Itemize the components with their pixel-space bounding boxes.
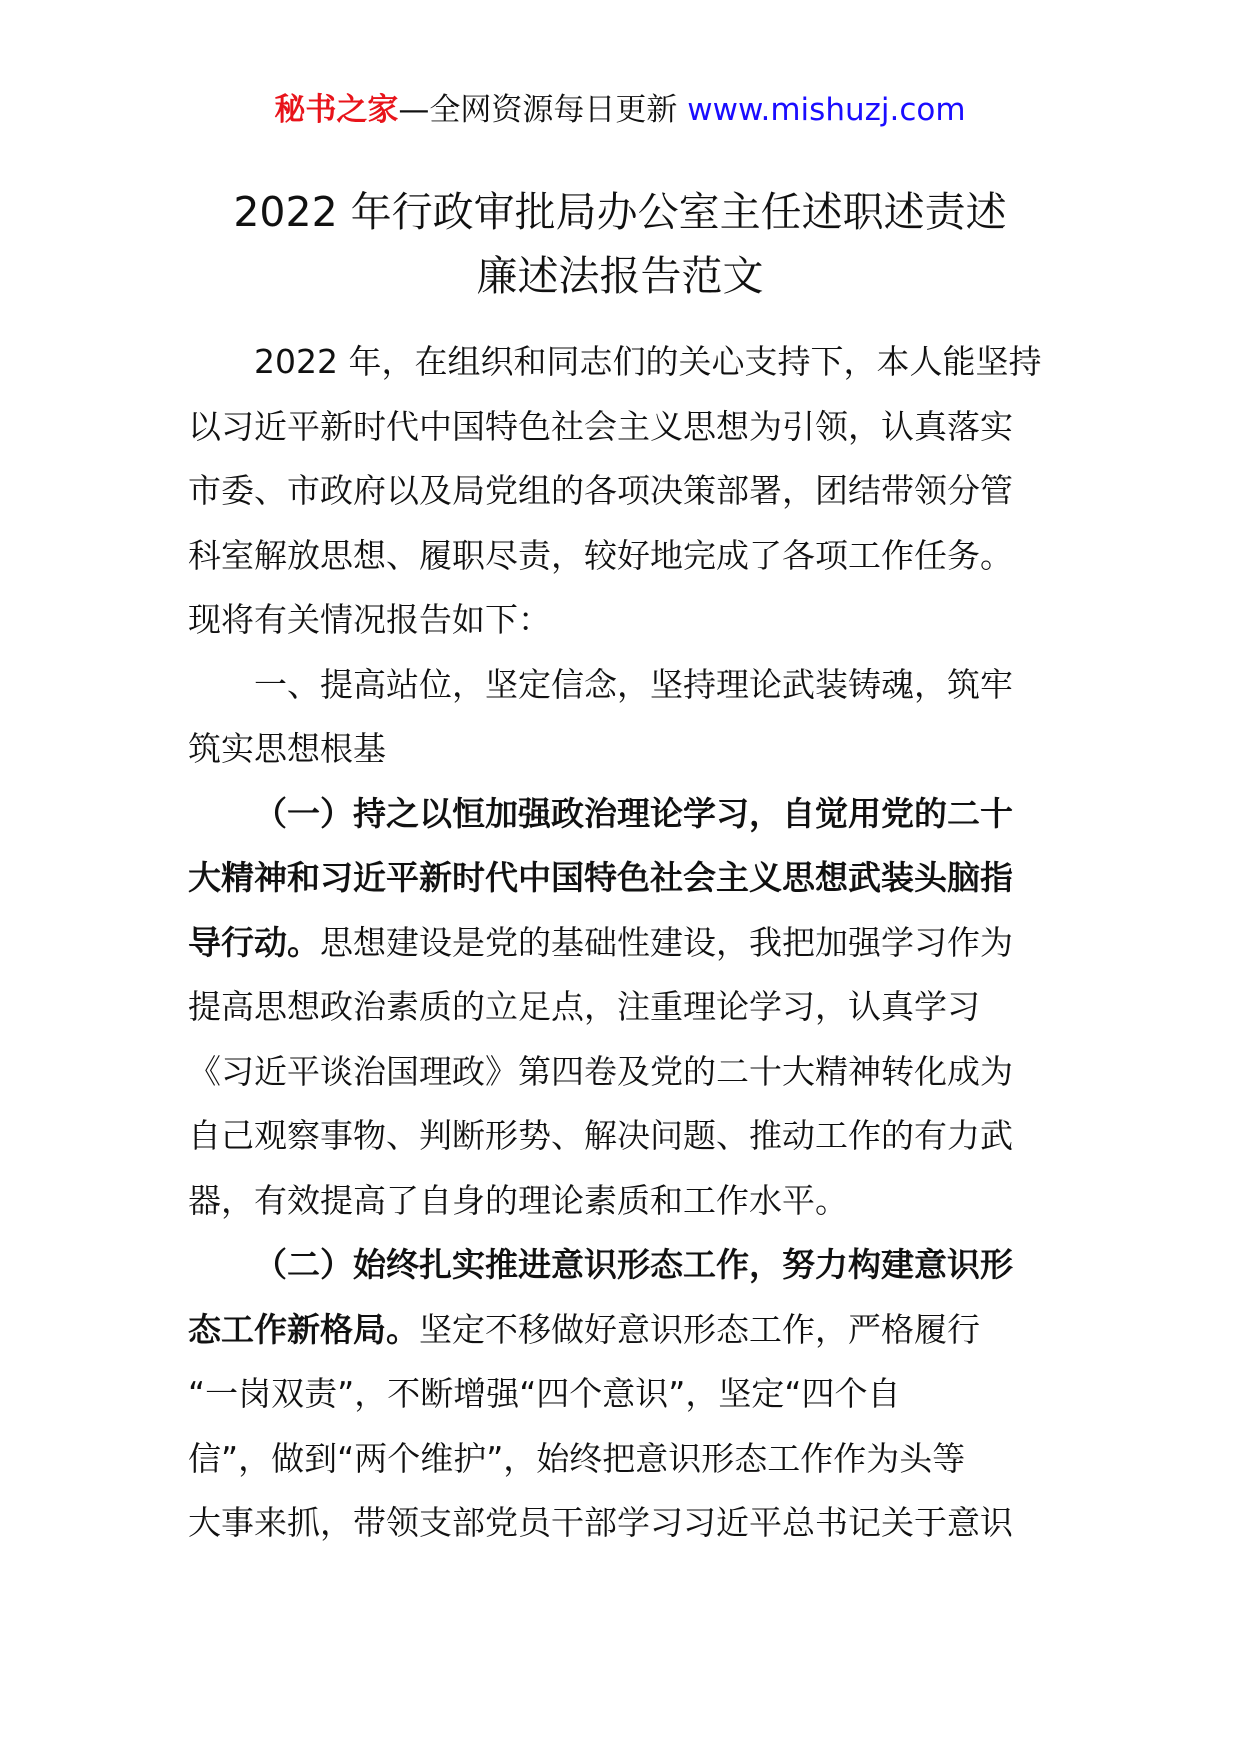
document-body <box>188 330 1050 1556</box>
subsection-1 <box>188 782 1050 1234</box>
text-line: 器，有效提高了自身的理论素质和工作水平。 <box>188 1180 848 1220</box>
text-line: “一岗双责”，不断增强“四个意识”，坚定“四个自 <box>188 1374 901 1413</box>
bold-heading-line: （一）持之以恒加强政治理论学习，自觉用党的二十 <box>254 793 1013 833</box>
text-line: 大事来抓，带领支部党员干部学习习近平总书记关于意识 <box>188 1503 1013 1542</box>
bold-heading-line: 大精神和习近平新时代中国特色社会主义思想武装头脑指 <box>188 858 1013 897</box>
text-line: 现将有关情况报告如下： <box>188 600 551 639</box>
title-line-1: 2022 年行政审批局办公室主任述职述责述 <box>233 188 1007 236</box>
site-brand: 秘书之家 <box>274 92 399 128</box>
bold-heading-end: 导行动。 <box>188 922 320 962</box>
section-heading-1 <box>188 653 1050 782</box>
text-line: 科室解放思想、履职尽责，较好地完成了各项工作任务。 <box>188 535 1013 575</box>
text-line: 提高思想政治素质的立足点，注重理论学习，认真学习 <box>188 987 980 1026</box>
title-line-2: 廉述法报告范文 <box>476 252 764 300</box>
site-header <box>0 88 1240 132</box>
text-line: 2022 年，在组织和同志们的关心支持下，本人能坚持 <box>254 342 1042 381</box>
site-url[interactable]: www.mishuzj.com <box>687 92 966 128</box>
bold-heading-end: 态工作新格局。 <box>188 1309 419 1349</box>
document-title <box>0 180 1240 308</box>
text-line: 信”，做到“两个维护”，始终把意识形态工作作为头等 <box>188 1438 966 1478</box>
text-span: 思想建设是党的基础性建设，我把加强学习作为 <box>320 922 1013 962</box>
text-line <box>188 911 1050 976</box>
intro-paragraph <box>188 330 1050 653</box>
text-line: 市委、市政府以及局党组的各项决策部署，团结带领分管 <box>188 471 1013 510</box>
text-line: 自己观察事物、判断形势、解决问题、推动工作的有力武 <box>188 1116 1013 1155</box>
text-line <box>188 1298 1050 1363</box>
site-tagline: —全网资源每日更新 <box>398 92 688 128</box>
text-line: 以习近平新时代中国特色社会主义思想为引领，认真落实 <box>188 406 1013 446</box>
text-line: 一、提高站位，坚定信念，坚持理论武装铸魂，筑牢 <box>254 664 1013 704</box>
text-span: 坚定不移做好意识形态工作，严格履行 <box>419 1309 980 1349</box>
text-line: 筑实思想根基 <box>188 729 386 768</box>
subsection-2 <box>188 1233 1050 1556</box>
bold-heading-line: （二）始终扎实推进意识形态工作，努力构建意识形 <box>254 1245 1013 1284</box>
text-line: 《习近平谈治国理政》第四卷及党的二十大精神转化成为 <box>188 1051 1013 1091</box>
